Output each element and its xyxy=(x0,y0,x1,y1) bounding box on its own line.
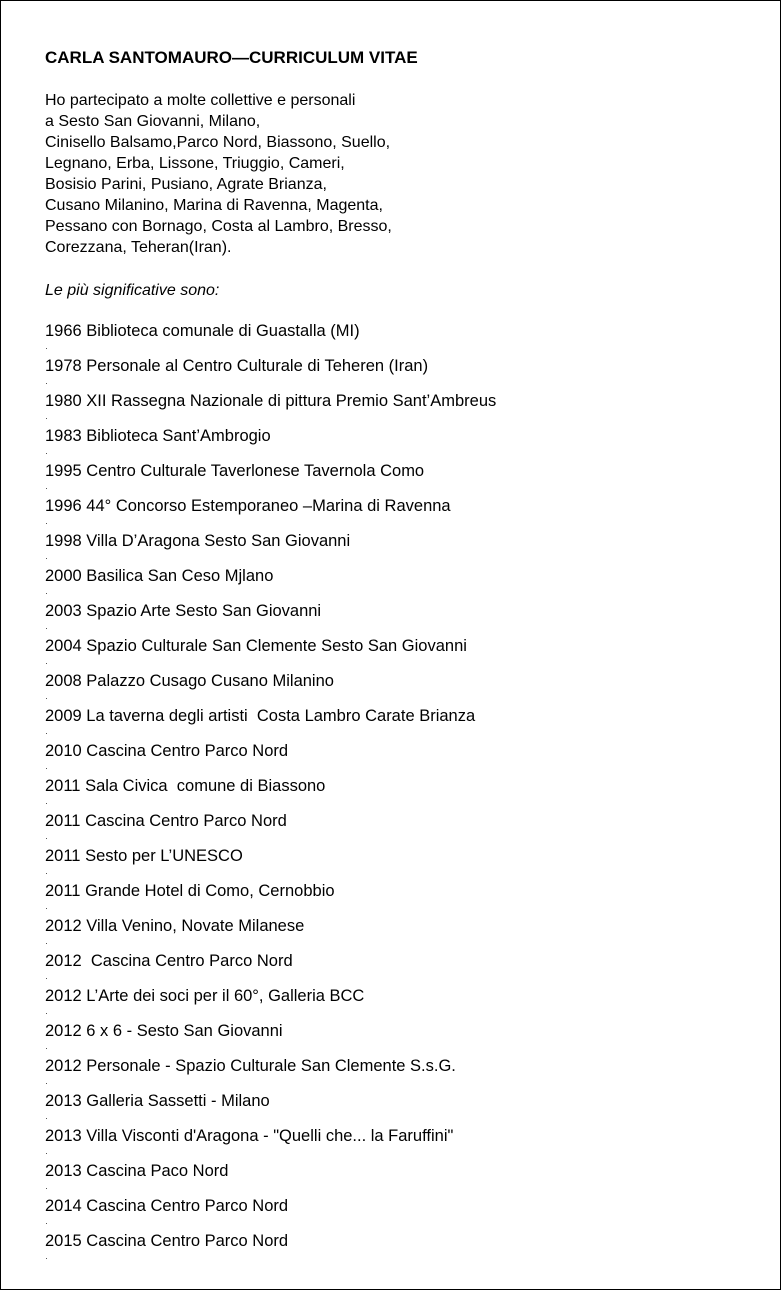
separator-dot xyxy=(46,348,47,349)
exhibition-entry-text: 2012 Personale - Spazio Culturale San Clemente S.s.G. xyxy=(45,1057,456,1075)
separator-dot xyxy=(46,1223,47,1224)
separator-dot xyxy=(46,733,47,734)
separator-dot xyxy=(46,1188,47,1189)
exhibition-entry-text: 2010 Cascina Centro Parco Nord xyxy=(45,742,289,760)
separator-dot xyxy=(46,768,47,769)
exhibition-entry-text: 2013 Villa Visconti d'Aragona - "Quelli che... la Faruffini" xyxy=(45,1127,454,1145)
intro-line: Cusano Milanino, Marina di Ravenna, Magenta, xyxy=(45,197,383,214)
exhibition-entry xyxy=(45,601,496,636)
intro-line: Pessano con Bornago, Costa al Lambro, Bresso, xyxy=(45,218,392,235)
separator-dot xyxy=(46,1153,47,1154)
exhibition-entry-text: 2012 6 x 6 - Sesto San Giovanni xyxy=(45,1022,283,1040)
separator-dot xyxy=(46,908,47,909)
separator-dot xyxy=(46,523,47,524)
document-title: CARLA SANTOMAURO—CURRICULUM VITAE xyxy=(45,48,418,67)
exhibition-entry xyxy=(45,391,496,426)
exhibition-entry-text: 2011 Sala Civica comune di Biassono xyxy=(45,777,326,795)
exhibition-entry xyxy=(45,1021,496,1056)
separator-dot xyxy=(46,803,47,804)
exhibition-entry xyxy=(45,916,496,951)
separator-dot xyxy=(46,488,47,489)
exhibition-entry-text: 1998 Villa D’Aragona Sesto San Giovanni xyxy=(45,532,351,550)
separator-dot xyxy=(46,418,47,419)
exhibition-entry xyxy=(45,531,496,566)
exhibition-entry-text: 2009 La taverna degli artisti Costa Lambro Carate Brianza xyxy=(45,707,476,725)
exhibition-entry xyxy=(45,321,496,356)
exhibition-entry xyxy=(45,356,496,391)
exhibition-entry-text: 1980 XII Rassegna Nazionale di pittura Premio Sant’Ambreus xyxy=(45,392,497,410)
intro-line: a Sesto San Giovanni, Milano, xyxy=(45,113,261,130)
exhibition-entry-text: 2011 Cascina Centro Parco Nord xyxy=(45,812,287,830)
exhibition-entry xyxy=(45,881,496,916)
exhibition-entry-text: 1996 44° Concorso Estemporaneo –Marina di Ravenna xyxy=(45,497,451,515)
exhibition-entry xyxy=(45,986,496,1021)
separator-dot xyxy=(46,1258,47,1259)
exhibition-entry-text: 2003 Spazio Arte Sesto San Giovanni xyxy=(45,602,322,620)
exhibition-entry-text: 2011 Grande Hotel di Como, Cernobbio xyxy=(45,882,335,900)
exhibition-entry-text: 2004 Spazio Culturale San Clemente Sesto San Giovanni xyxy=(45,637,467,655)
exhibition-entry xyxy=(45,846,496,881)
exhibition-list xyxy=(45,321,496,1266)
separator-dot xyxy=(46,838,47,839)
exhibition-entry-text: 2000 Basilica San Ceso Mjlano xyxy=(45,567,274,585)
exhibition-entry xyxy=(45,496,496,531)
intro-line: Corezzana, Teheran(Iran). xyxy=(45,239,232,256)
exhibition-entry-text: 2012 Villa Venino, Novate Milanese xyxy=(45,917,305,935)
intro-line: Ho partecipato a molte collettive e personali xyxy=(45,92,356,109)
exhibition-entry-text: 2013 Cascina Paco Nord xyxy=(45,1162,229,1180)
separator-dot xyxy=(46,873,47,874)
separator-dot xyxy=(46,978,47,979)
exhibition-entry-text: 2015 Cascina Centro Parco Nord xyxy=(45,1232,289,1250)
separator-dot xyxy=(46,1048,47,1049)
exhibition-entry xyxy=(45,811,496,846)
exhibition-entry-text: 2012 Cascina Centro Parco Nord xyxy=(45,952,293,970)
exhibition-entry xyxy=(45,636,496,671)
exhibition-entry xyxy=(45,1091,496,1126)
exhibition-entry xyxy=(45,1231,496,1266)
separator-dot xyxy=(46,663,47,664)
intro-line: Legnano, Erba, Lissone, Triuggio, Cameri, xyxy=(45,155,345,172)
list-subheading: Le più significative sono: xyxy=(45,282,220,299)
exhibition-entry-text: 1983 Biblioteca Sant’Ambrogio xyxy=(45,427,271,445)
intro-line: Cinisello Balsamo,Parco Nord, Biassono, Suello, xyxy=(45,134,391,151)
exhibition-entry-text: 2008 Palazzo Cusago Cusano Milanino xyxy=(45,672,334,690)
exhibition-entry-text: 2012 L’Arte dei soci per il 60°, Galleria BCC xyxy=(45,987,365,1005)
separator-dot xyxy=(46,558,47,559)
exhibition-entry-text: 1995 Centro Culturale Taverlonese Tavernola Como xyxy=(45,462,425,480)
exhibition-entry xyxy=(45,1196,496,1231)
exhibition-entry xyxy=(45,671,496,706)
exhibition-entry xyxy=(45,461,496,496)
intro-line: Bosisio Parini, Pusiano, Agrate Brianza, xyxy=(45,176,327,193)
exhibition-entry-text: 1978 Personale al Centro Culturale di Teheren (Iran) xyxy=(45,357,429,375)
separator-dot xyxy=(46,1013,47,1014)
separator-dot xyxy=(46,1118,47,1119)
exhibition-entry xyxy=(45,741,496,776)
exhibition-entry xyxy=(45,706,496,741)
separator-dot xyxy=(46,943,47,944)
intro-paragraph xyxy=(45,90,392,258)
exhibition-entry xyxy=(45,426,496,461)
exhibition-entry xyxy=(45,566,496,601)
separator-dot xyxy=(46,453,47,454)
separator-dot xyxy=(46,628,47,629)
exhibition-entry xyxy=(45,1161,496,1196)
exhibition-entry-text: 2013 Galleria Sassetti - Milano xyxy=(45,1092,270,1110)
exhibition-entry xyxy=(45,776,496,811)
separator-dot xyxy=(46,383,47,384)
separator-dot xyxy=(46,1083,47,1084)
exhibition-entry xyxy=(45,951,496,986)
exhibition-entry-text: 2011 Sesto per L’UNESCO xyxy=(45,847,243,865)
exhibition-entry xyxy=(45,1126,496,1161)
exhibition-entry xyxy=(45,1056,496,1091)
exhibition-entry-text: 1966 Biblioteca comunale di Guastalla (MI) xyxy=(45,322,360,340)
exhibition-entry-text: 2014 Cascina Centro Parco Nord xyxy=(45,1197,289,1215)
separator-dot xyxy=(46,698,47,699)
separator-dot xyxy=(46,593,47,594)
